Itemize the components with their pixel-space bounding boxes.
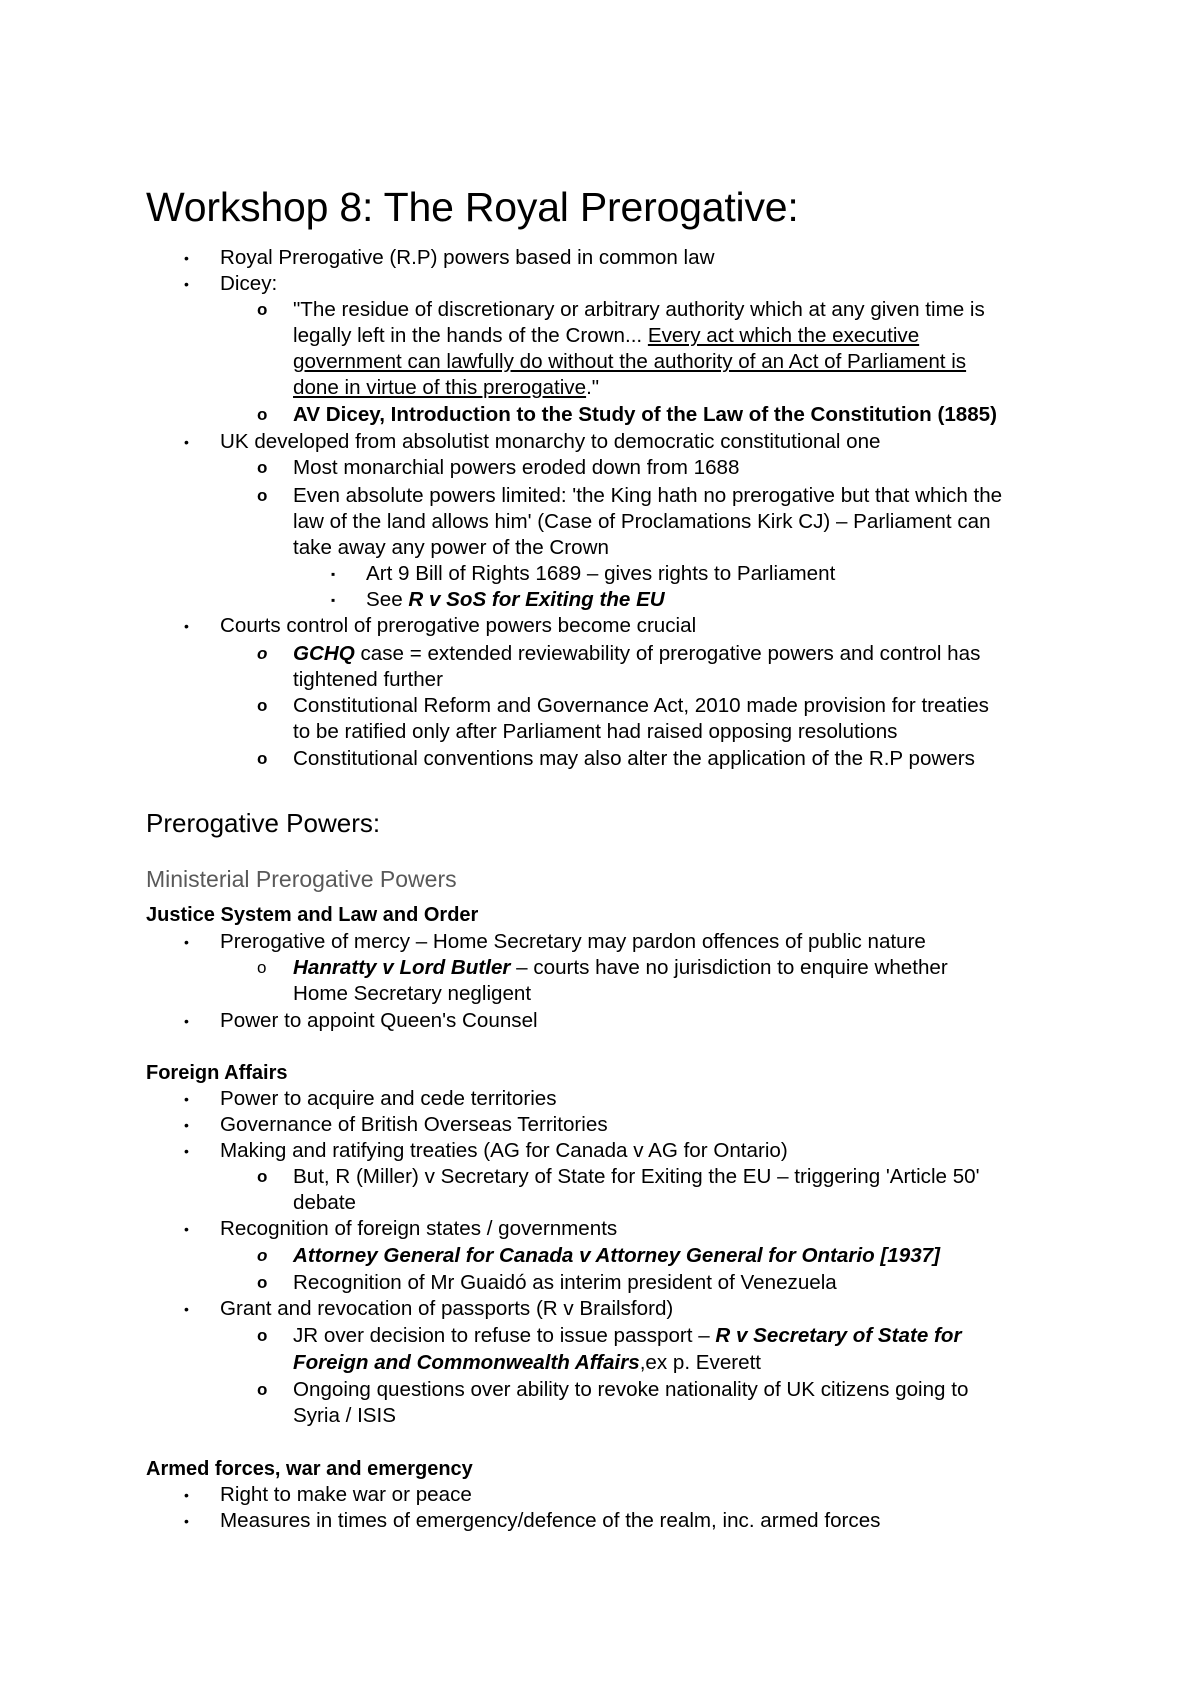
bullet-icon: o (257, 300, 268, 319)
bullet-icon: o (257, 486, 268, 505)
bullet-icon: • (184, 1487, 189, 1503)
list-item: Making and ratifying treaties (AG for Canada v AG for Ontario) (220, 1139, 788, 1162)
case-name: R v Secretary of State for (715, 1324, 962, 1347)
bullet-icon: o (257, 1246, 268, 1265)
case-name: Attorney General for Canada v Attorney General for Ontario [1937] (293, 1244, 940, 1267)
list-item-line (293, 323, 919, 349)
bullet-icon: • (184, 1117, 189, 1133)
list-item: Art 9 Bill of Rights 1689 – gives rights to Parliament (366, 562, 836, 585)
bullet-icon: • (184, 1221, 189, 1237)
bullet-icon: ▪ (331, 567, 336, 581)
list-item: Ongoing questions over ability to revoke nationality of UK citizens going to (293, 1378, 969, 1401)
case-name: GCHQ (293, 642, 355, 665)
group-heading: Armed forces, war and emergency (146, 1458, 473, 1480)
text-span: ,ex p. Everett (639, 1351, 762, 1374)
case-name: Hanratty v Lord Butler (293, 956, 511, 979)
list-item: Recognition of Mr Guaidó as interim president of Venezuela (293, 1271, 837, 1294)
text-span: – courts have no jurisdiction to enquire whether (510, 956, 948, 979)
list-item: Dicey: (220, 272, 278, 295)
bullet-icon: • (184, 250, 189, 266)
bullet-icon: • (184, 618, 189, 634)
list-item: Constitutional conventions may also alter the application of the R.P powers (293, 747, 975, 770)
list-item (293, 641, 980, 667)
bullet-icon: ▪ (331, 593, 336, 607)
bullet-icon: o (257, 1326, 268, 1345)
text-span: JR over decision to refuse to issue passport – (293, 1324, 716, 1347)
list-item: Right to make war or peace (220, 1483, 472, 1506)
list-item: AV Dicey, Introduction to the Study of the Law of the Constitution (1885) (293, 403, 997, 426)
group-heading: Justice System and Law and Order (146, 904, 479, 926)
list-item-line: debate (293, 1191, 356, 1214)
list-item: Even absolute powers limited: 'the King hath no prerogative but that which the (293, 484, 1003, 507)
list-item-line: Syria / ISIS (293, 1404, 396, 1427)
underlined-text: done in virtue of this prerogative (293, 376, 587, 399)
bullet-icon: o (257, 958, 267, 977)
list-item-line: law of the land allows him' (Case of Proclamations Kirk CJ) – Parliament can (293, 510, 991, 533)
text-span: case = extended reviewability of prerogative powers and control has (354, 642, 981, 665)
list-item-line: tightened further (293, 668, 443, 691)
list-item: Recognition of foreign states / governments (220, 1217, 618, 1240)
bullet-icon: • (184, 276, 189, 292)
text-span: ." (586, 376, 600, 399)
bullet-icon: • (184, 934, 189, 950)
list-item: Constitutional Reform and Governance Act, 2010 made provision for treaties (293, 694, 989, 717)
bullet-icon: o (257, 644, 268, 663)
list-item-line: to be ratified only after Parliament had raised opposing resolutions (293, 720, 898, 743)
list-item: Power to appoint Queen's Counsel (220, 1009, 538, 1032)
text-span: legally left in the hands of the Crown... (293, 324, 648, 347)
underlined-text: government can lawfully do without the authority of an Act of Parliament is (293, 350, 967, 373)
bullet-icon: o (257, 1273, 268, 1292)
case-name: R v SoS for Exiting the EU (408, 588, 665, 611)
bullet-icon: • (184, 1013, 189, 1029)
list-item: But, R (Miller) v Secretary of State for Exiting the EU – triggering 'Article 50' (293, 1165, 980, 1188)
list-item: Most monarchial powers eroded down from 1688 (293, 456, 740, 479)
list-item: Royal Prerogative (R.P) powers based in common law (220, 246, 715, 269)
list-item (293, 955, 948, 981)
list-item: Prerogative of mercy – Home Secretary may pardon offences of public nature (220, 930, 926, 953)
list-item: Grant and revocation of passports (R v Brailsford) (220, 1297, 674, 1320)
list-item: "The residue of discretionary or arbitrary authority which at any given time is (293, 298, 985, 321)
section-heading: Prerogative Powers: (146, 808, 381, 838)
list-item-line: take away any power of the Crown (293, 536, 609, 559)
bullet-icon: • (184, 1143, 189, 1159)
bullet-icon: • (184, 434, 189, 450)
list-item (366, 587, 665, 613)
bullet-icon: o (257, 696, 268, 715)
bullet-icon: o (257, 749, 268, 768)
list-item: Power to acquire and cede territories (220, 1087, 557, 1110)
underlined-text: Every act which the executive (647, 324, 920, 347)
group-heading: Foreign Affairs (146, 1062, 288, 1084)
list-item-line (293, 375, 599, 401)
list-item: Measures in times of emergency/defence of the realm, inc. armed forces (220, 1509, 881, 1532)
list-item: UK developed from absolutist monarchy to democratic constitutional one (220, 430, 881, 453)
case-name: Foreign and Commonwealth Affairs (293, 1351, 640, 1374)
subsection-heading: Ministerial Prerogative Powers (146, 866, 457, 892)
bullet-icon: o (257, 458, 268, 477)
page-title: Workshop 8: The Royal Prerogative: (146, 184, 799, 230)
list-item: Governance of British Overseas Territories (220, 1113, 608, 1136)
bullet-icon: o (257, 405, 268, 424)
text-span: See (366, 588, 409, 611)
list-item-line: Home Secretary negligent (293, 982, 532, 1005)
bullet-icon: • (184, 1513, 189, 1529)
bullet-icon: o (257, 1167, 268, 1186)
bullet-icon: • (184, 1091, 189, 1107)
bullet-icon: • (184, 1301, 189, 1317)
list-item: Courts control of prerogative powers become crucial (220, 614, 697, 637)
list-item-line (293, 1350, 761, 1376)
list-item (293, 1323, 961, 1349)
bullet-icon: o (257, 1380, 268, 1399)
